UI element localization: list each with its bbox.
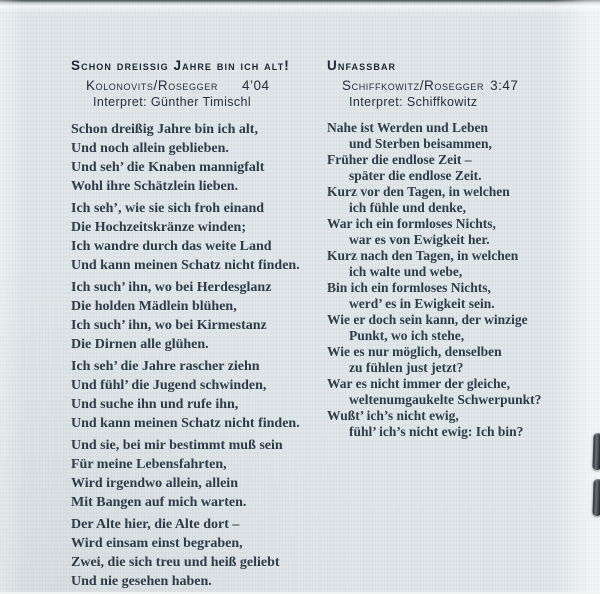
lyric-line: Ich such’ ihn, wo bei Herdesglanz (71, 280, 272, 295)
lyric-line: und Sterben beisammen, (349, 136, 492, 151)
stanza (71, 120, 319, 196)
staple-icon (592, 479, 600, 516)
track-section-right (327, 58, 582, 440)
lyric-line: Die holden Mädlein blühen, (71, 299, 237, 314)
track-section-left (71, 58, 319, 594)
lyric-line: Ich seh’, wie sie sich froh einand (71, 201, 265, 216)
track-credits-right (342, 78, 582, 94)
lyric-line: Wie es nur möglich, denselben (327, 344, 502, 359)
stanza (71, 199, 319, 275)
lyric-line: weltenumgaukelte Schwerpunkt? (349, 392, 542, 407)
lyric-line: Bin ich ein formloses Nichts, (327, 280, 491, 295)
staple-icon (592, 433, 600, 470)
lyric-line: Wie er doch sein kann, der winzige (327, 312, 528, 327)
lyric-line: Ich such’ ihn, wo bei Kirmestanz (71, 318, 267, 333)
lyric-line: Früher die endlose Zeit – (327, 152, 472, 167)
lyric-line: Wohl ihre Schätzlein lieben. (71, 179, 238, 194)
lyric-line: Wird irgendwo allein, allein (71, 476, 238, 491)
lyric-line: Nahe ist Werden und Leben (327, 120, 489, 135)
lyric-line: War es nicht immer der gleiche, (327, 376, 510, 391)
lyric-line: Und kann meinen Schatz nicht finden. (71, 258, 300, 273)
lyric-line: Für meine Lebensfahrten, (71, 457, 227, 472)
lyric-line: zu fühlen just jetzt? (349, 360, 464, 375)
track-title-right: Unfassbar (327, 58, 397, 73)
lyric-line: Zwei, die sich treu und heiß geliebt (71, 555, 280, 570)
lyric-line: Punkt, wo ich stehe, (349, 328, 465, 343)
track-title-left: Schon dreissig Jahre bin ich alt! (71, 58, 290, 73)
lyric-line: werd’ es in Ewigkeit sein. (349, 296, 495, 311)
track-credits-left (86, 78, 319, 94)
lyric-line: Die Hochzeitskränze winden; (71, 220, 246, 235)
lyric-line: Mit Bangen auf mich warten. (71, 495, 247, 510)
lyric-line: Und noch allein geblieben. (71, 141, 229, 156)
lyric-line: später die endlose Zeit. (349, 168, 482, 183)
lyric-line: Und suche ihn und rufe ihn, (71, 397, 239, 412)
track-duration-right: 3:47 (490, 78, 519, 93)
lyric-line: Wußt’ ich’s nicht ewig, (327, 408, 459, 423)
stanza (71, 515, 319, 591)
stanza (71, 278, 319, 354)
composer-names-left: Kolonovits/Rosegger (86, 78, 218, 93)
track-interpret-left: Interpret: Günther Timischl (93, 95, 252, 109)
lyric-line: fühl’ ich’s nicht ewig: Ich bin? (349, 424, 524, 439)
lyric-line: Wird einsam einst begraben, (71, 536, 243, 551)
lyric-line: Die Dirnen alle glühen. (71, 337, 209, 352)
lyric-line: War ich ein formloses Nichts, (327, 216, 496, 231)
stanza (71, 436, 319, 512)
lyric-line: Und fühl’ die Jugend schwinden, (71, 378, 267, 393)
lyrics-left (71, 120, 319, 591)
composer-names-right: Schiffkowitz/Rosegger (342, 78, 485, 93)
lyric-line: ich fühle und denke, (349, 200, 467, 215)
lyric-line: Der Alte hier, die Alte dort – (71, 517, 240, 532)
lyric-line: Ich seh’ die Jahre rascher ziehn (71, 359, 260, 374)
lyric-line: Kurz nach den Tagen, in welchen (327, 248, 519, 263)
lyric-line: Kurz vor den Tagen, in welchen (327, 184, 510, 199)
lyric-line: Ich wandre durch das weite Land (71, 239, 272, 254)
track-interpret-right: Interpret: Schiffkowitz (349, 95, 478, 109)
lyric-line: ich walte und webe, (349, 264, 463, 279)
track-duration-left: 4’04 (241, 78, 270, 93)
lyric-line: Schon dreißig Jahre bin ich alt, (71, 122, 258, 137)
stanza (71, 357, 319, 433)
lyric-line: war es von Ewigkeit her. (349, 232, 490, 247)
lyric-line: Und nie gesehen haben. (71, 574, 212, 589)
lyric-line: Und seh’ die Knaben mannigfalt (71, 160, 265, 175)
lyric-line: Und sie, bei mir bestimmt muß sein (71, 438, 283, 453)
lyrics-right (327, 120, 582, 440)
lyric-line: Und kann meinen Schatz nicht finden. (71, 416, 300, 431)
